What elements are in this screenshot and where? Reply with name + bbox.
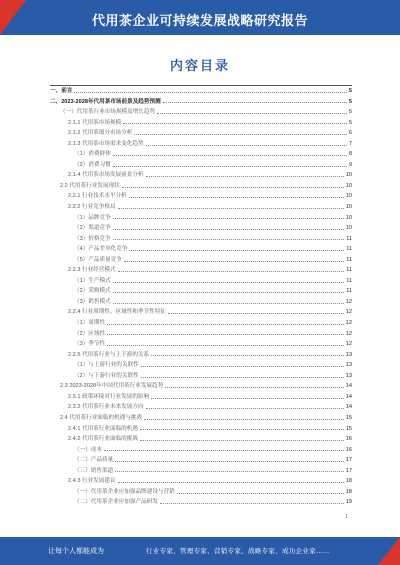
toc-leader-dots [146, 176, 344, 177]
toc-leader-dots [113, 239, 345, 240]
page-number: 1 [345, 514, 348, 520]
toc-entry-page: 13 [345, 372, 352, 379]
toc-leader-dots [160, 503, 344, 504]
toc-entry[interactable] [50, 497, 352, 508]
toc-entry[interactable] [50, 255, 352, 266]
toc-entry[interactable] [50, 139, 352, 150]
toc-entry-title: （4）产品差异化竞争 [74, 246, 128, 253]
toc-leader-dots [151, 355, 344, 356]
toc-entry-page: 14 [345, 393, 352, 400]
toc-leader-dots [113, 218, 344, 219]
toc-entry-title: （2）采购模式 [74, 288, 111, 295]
toc-leader-dots [122, 187, 344, 188]
toc-entry[interactable] [50, 339, 352, 350]
toc-entry-title: （1）周期性 [74, 320, 106, 327]
toc-leader-dots [118, 271, 345, 272]
toc-entry-title: 2.2 代用茶行业发展现状 [60, 182, 120, 189]
toc-entry[interactable] [50, 128, 352, 139]
toc-entry-title: （一）成本 [74, 446, 102, 453]
toc-entry-title: 2.1.2 代用茶细分市场分析 [68, 130, 133, 137]
toc-entry[interactable] [50, 307, 352, 318]
toc-entry[interactable] [50, 85, 352, 97]
toc-entry[interactable] [50, 413, 352, 424]
toc-entry-page: 9 [348, 161, 352, 168]
toc-leader-dots [129, 197, 344, 198]
toc-entry-title: （2）与下游行业的关联性 [74, 372, 139, 379]
toc-entry-title: （1）品牌竞争 [74, 214, 111, 221]
toc-entry-title: （三）销售渠道 [74, 467, 114, 474]
toc-entry-page: 12 [345, 309, 352, 316]
toc-entry[interactable] [50, 297, 352, 308]
toc-entry-page: 10 [345, 172, 352, 179]
toc-entry-page: 5 [348, 88, 352, 94]
toc-entry-title: （5）产品质量竞争 [74, 256, 122, 263]
toc-entry-page: 10 [345, 225, 352, 232]
report-title: 代用茶企业可持续发展战略研究报告 [91, 13, 308, 28]
toc-entry-page: 10 [345, 182, 352, 189]
toc-entry-title: 2.2.1 行业技术水平分析 [68, 193, 127, 200]
toc-entry-page: 7 [348, 140, 352, 147]
toc-entry-title: 2.3 2023-2028年中国代用茶行业发展趋势 [60, 383, 164, 390]
toc-entry-page: 8 [348, 151, 352, 158]
toc-entry[interactable] [50, 118, 352, 129]
toc-entry[interactable] [50, 97, 352, 108]
toc-entry-title: 二、2023-2028年代用茶市场前景及趋势预测 [50, 98, 161, 105]
toc-entry-title: 2.4 代用茶行业面临的机遇与挑战 [60, 414, 143, 421]
toc-entry-page: 19 [345, 499, 352, 506]
toc-entry-page: 6 [348, 130, 352, 137]
toc-entry[interactable] [50, 318, 352, 329]
toc-entry[interactable] [50, 160, 352, 171]
toc-entry-title: （二）产品质量 [74, 457, 114, 464]
footer-accent-corner [378, 537, 400, 565]
toc-entry[interactable] [50, 107, 352, 118]
toc-entry-title: 2.2.3 行业经营模式 [68, 267, 116, 274]
toc-entry-title: 2.1.3 代用茶市场需求变化趋势 [68, 140, 144, 147]
toc-entry[interactable] [50, 424, 352, 435]
toc-leader-dots [124, 261, 344, 262]
toc-entry-page: 15 [345, 414, 352, 421]
toc-leader-dots [113, 292, 345, 293]
toc-entry-page: 11 [346, 277, 352, 284]
toc-entry-title: （一）代用茶行业市场规模及增长趋势 [60, 109, 156, 116]
header-bar [0, 0, 400, 35]
toc-leader-dots [134, 134, 347, 135]
toc-entry[interactable] [50, 202, 352, 213]
toc-entry-page: 11 [346, 288, 352, 295]
toc-leader-dots [118, 482, 344, 483]
toc-entry-page: 13 [345, 362, 352, 369]
toc-leader-dots [113, 303, 344, 304]
toc-entry[interactable] [50, 434, 352, 445]
toc-leader-dots [144, 419, 344, 420]
toc-entry-page: 10 [345, 193, 352, 200]
toc-leader-dots [115, 471, 344, 472]
footer-slogan-right: 行业专家、管理专家、营销专家、战略专家、成功企业家…… [146, 548, 330, 555]
toc-entry-page: 13 [345, 351, 352, 358]
toc-leader-dots [151, 398, 344, 399]
toc-entry[interactable] [50, 455, 352, 466]
toc-leader-dots [104, 450, 344, 451]
toc-entry[interactable] [50, 487, 352, 498]
toc-entry-page: 11 [346, 256, 352, 263]
toc-entry-title: （2）渠道竞争 [74, 225, 111, 232]
toc-entry-page: 16 [345, 446, 352, 453]
toc-entry-title: 2.4.1 代用茶行业面临的机遇 [68, 425, 138, 432]
toc-entry-page: 18 [345, 478, 352, 485]
toc-entry-page: 14 [345, 383, 352, 390]
toc-entry-title: （1）生产模式 [74, 277, 111, 284]
toc-entry[interactable] [50, 244, 352, 255]
toc-entry[interactable] [50, 476, 352, 487]
toc-entry[interactable] [50, 191, 352, 202]
toc-leader-dots [140, 429, 344, 430]
toc-leader-dots [177, 493, 344, 494]
toc-leader-dots [123, 123, 347, 124]
toc-leader-dots [113, 282, 345, 283]
toc-leader-dots [163, 102, 347, 103]
toc-entry-title: 2.3.2 代用茶行业未来发展方向 [68, 404, 144, 411]
toc-entry-page: 5 [348, 98, 352, 105]
toc-entry-page: 11 [346, 235, 352, 242]
toc-entry-title: （2）消费习惯 [74, 161, 111, 168]
toc-entry[interactable] [50, 466, 352, 477]
toc-entry-page: 18 [345, 488, 352, 495]
toc-leader-dots [168, 313, 344, 314]
toc-leader-dots [129, 250, 344, 251]
toc-leader-dots [107, 345, 344, 346]
toc-entry[interactable] [50, 234, 352, 245]
toc-entry-page: 10 [345, 214, 352, 221]
toc-entry-page: 12 [345, 341, 352, 348]
toc-entry-title: （3）季节性 [74, 341, 106, 348]
toc-leader-dots [141, 377, 344, 378]
footer-bar [0, 537, 400, 565]
toc-leader-dots [113, 229, 344, 230]
toc-entry-page: 17 [345, 457, 352, 464]
toc-entry-page: 5 [348, 119, 352, 126]
toc-entry[interactable] [50, 276, 352, 287]
toc-leader-dots [107, 324, 344, 325]
toc-entry[interactable] [50, 181, 352, 192]
toc-entry[interactable] [50, 402, 352, 413]
toc-entry-page: 17 [345, 467, 352, 474]
toc-entry-title: （3）销售模式 [74, 298, 111, 305]
toc-entry[interactable] [50, 371, 352, 382]
toc-entry-title: 2.2.2 行业竞争格局 [68, 204, 116, 211]
toc-leader-dots [140, 440, 344, 441]
toc-leader-dots [141, 366, 344, 367]
toc-entry-title: 2.1.4 代用茶市场发展前景分析 [68, 172, 144, 179]
toc-entry-page: 15 [345, 425, 352, 432]
toc-entry[interactable] [50, 149, 352, 160]
toc-entry-title: （2）区域性 [74, 330, 106, 337]
toc-entry-title: 2.4.2 代用茶行业面临的挑战 [68, 436, 138, 443]
toc-entry[interactable] [50, 286, 352, 297]
toc-entry-title: 2.2.4 行业周期性、区域性和季节性特征 [68, 309, 166, 316]
toc-leader-dots [146, 408, 344, 409]
toc-entry[interactable] [50, 360, 352, 371]
toc-entry-page: 10 [345, 204, 352, 211]
toc-entry[interactable] [50, 265, 352, 276]
toc-entry-title: （1）与上游行业的关联性 [74, 362, 139, 369]
toc-leader-dots [146, 145, 347, 146]
toc-leader-dots [113, 155, 347, 156]
toc-entry[interactable] [50, 170, 352, 181]
toc-entry-title: （3）价格竞争 [74, 235, 111, 242]
toc-entry[interactable] [50, 381, 352, 392]
toc-leader-dots [74, 92, 346, 93]
toc-leader-dots [157, 113, 347, 114]
toc-entry-page: 16 [345, 436, 352, 443]
toc-entry-page: 5 [348, 109, 352, 116]
toc-entry[interactable] [50, 445, 352, 456]
toc-entry-title: 2.3.1 政策环境对行业发展的影响 [68, 393, 150, 400]
toc-entry[interactable] [50, 329, 352, 340]
table-of-contents [50, 85, 352, 508]
toc-leader-dots [165, 387, 344, 388]
toc-entry[interactable] [50, 392, 352, 403]
toc-entry-page: 11 [346, 267, 352, 274]
toc-entry-page: 12 [345, 330, 352, 337]
toc-entry-title: 2.1.1 代用茶市场规模 [68, 119, 122, 126]
toc-entry-title: （1）消费群体 [74, 151, 111, 158]
toc-entry-title: （二）代用茶企业应加强产品研发 [74, 499, 158, 506]
toc-entry[interactable] [50, 350, 352, 361]
toc-entry-title: 2.2.5 代用茶行业与上下游的关系 [68, 351, 150, 358]
toc-heading: 内容目录 [169, 58, 230, 73]
toc-entry-title: （一）代用茶企业应加强品牌建设与营销 [74, 488, 175, 495]
toc-leader-dots [107, 334, 344, 335]
toc-entry[interactable] [50, 223, 352, 234]
toc-leader-dots [113, 166, 347, 167]
toc-entry[interactable] [50, 213, 352, 224]
toc-entry-title: 一、前言 [50, 88, 73, 94]
toc-leader-dots [118, 208, 344, 209]
toc-entry-title: 2.4.3 行业发展建议 [68, 478, 116, 485]
toc-leader-dots [115, 461, 344, 462]
toc-entry-page: 12 [345, 320, 352, 327]
toc-entry-page: 11 [346, 246, 352, 253]
footer-slogan-left: 让每个人都能成为 [48, 548, 104, 555]
toc-entry-page: 12 [345, 298, 352, 305]
toc-entry-page: 14 [345, 404, 352, 411]
